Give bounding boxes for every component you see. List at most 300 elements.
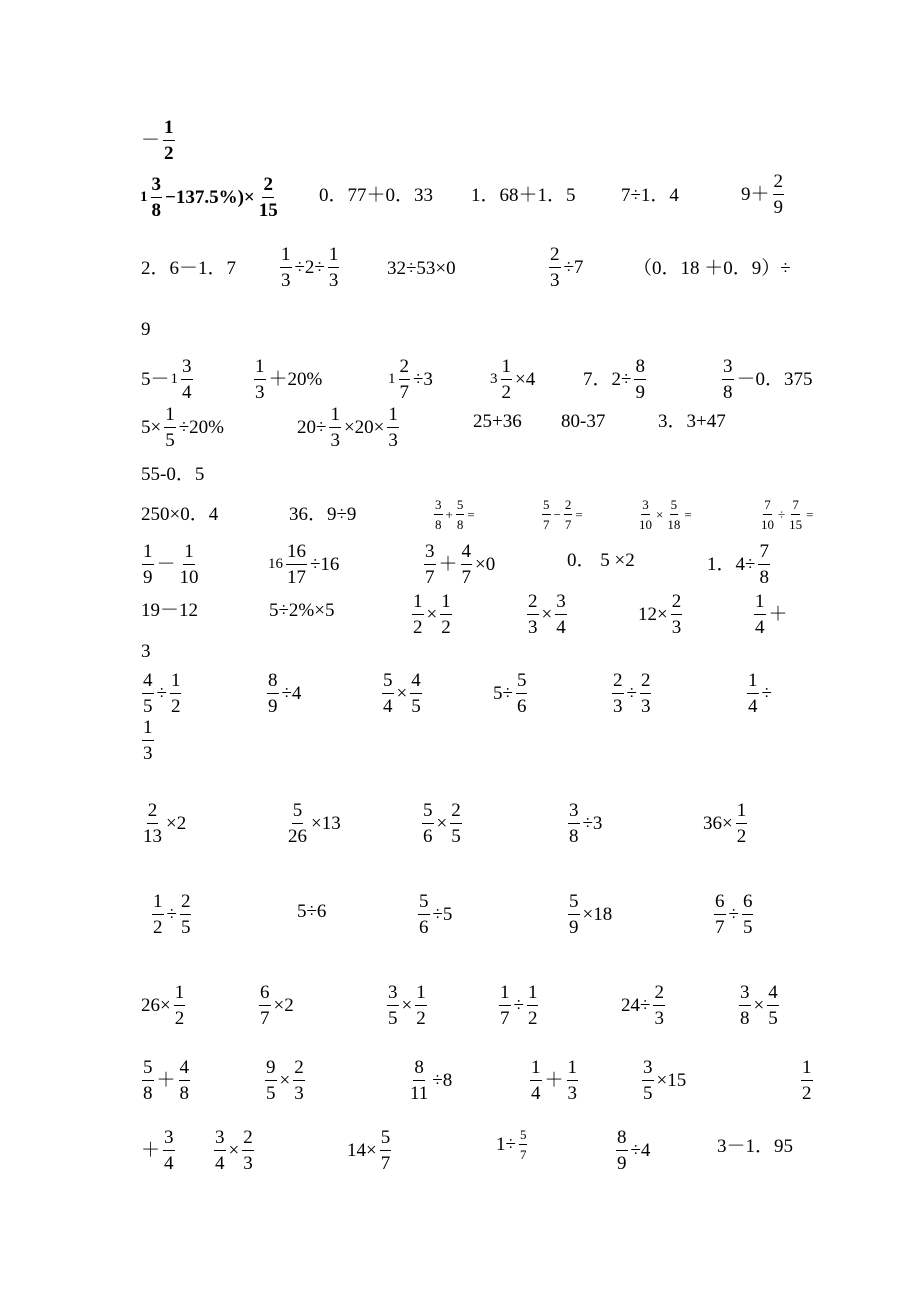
fraction-numerator: 2 (653, 983, 665, 1006)
expression-row2d (620, 186, 680, 205)
mixed-number-whole: 1 (170, 371, 179, 388)
fraction-numerator: 8 (616, 1128, 628, 1151)
fraction (412, 592, 424, 638)
fraction-denominator: 6 (419, 916, 429, 938)
fraction-numerator: 5 (516, 671, 528, 694)
expression-operator: ÷8 (432, 1070, 453, 1092)
fraction (568, 801, 580, 847)
expression-operator: 55-0．5 (141, 464, 205, 485)
fraction (142, 801, 163, 847)
fraction-numerator: 3 (214, 1128, 226, 1151)
expression-row18e (614, 1128, 651, 1174)
fraction (286, 542, 307, 588)
fraction-numerator: 5 (519, 1128, 528, 1145)
expression-row7 (140, 465, 205, 484)
fraction (174, 983, 186, 1029)
expression-row10c (410, 592, 454, 638)
expression-row16b (257, 983, 295, 1029)
fraction (653, 983, 665, 1029)
fraction-numerator: 5 (568, 892, 580, 915)
fraction-denominator: 5 (388, 1007, 398, 1029)
expression-operator: ＋ (768, 604, 788, 626)
expression-operator: ÷ (778, 507, 786, 523)
fraction-denominator: 8 (740, 1007, 750, 1029)
fraction-denominator: 2 (164, 142, 174, 164)
fraction-numerator: 4 (410, 671, 422, 694)
expression-operator: 25+36 (473, 411, 522, 432)
expression-operator: 5÷2%×5 (269, 600, 335, 621)
fraction-denominator: 4 (164, 1152, 174, 1174)
fraction-denominator: 7 (425, 566, 435, 588)
fraction (409, 1058, 429, 1104)
fraction (181, 357, 193, 403)
expression-row6e (657, 412, 727, 431)
fraction-numerator: 3 (181, 357, 193, 380)
expression-row18d (495, 1128, 529, 1161)
fraction-denominator: 7 (380, 1152, 391, 1174)
fraction-denominator: 2 (441, 616, 451, 638)
fraction-numerator: 3 (739, 983, 751, 1006)
fraction-numerator: 1 (280, 245, 292, 268)
expression-row4 (140, 320, 152, 339)
fraction-denominator: 2 (802, 1082, 812, 1104)
expression-operator: －0．375 (736, 369, 813, 391)
expression-operator: 36．9÷9 (289, 504, 357, 525)
fraction-numerator: 2 (180, 892, 192, 915)
fraction (142, 542, 154, 588)
fraction-denominator: 4 (182, 381, 192, 403)
fraction-numerator: 1 (412, 592, 424, 615)
fraction (422, 801, 434, 847)
fraction-denominator: 15 (258, 199, 278, 221)
expression-operator: × (279, 1070, 291, 1092)
fraction (179, 542, 200, 588)
expression-row1 (140, 118, 177, 164)
fraction-denominator: 4 (748, 695, 758, 717)
fraction-numerator: 5 (142, 1058, 154, 1081)
fraction-denominator: 2 (501, 381, 511, 403)
expression-operator: ÷7 (563, 257, 584, 279)
expression-operator: ＋ (156, 1070, 176, 1092)
expression-operator: 19－12 (141, 600, 199, 621)
expression-row18b (212, 1128, 256, 1174)
fraction (293, 1058, 305, 1104)
fraction (788, 498, 803, 531)
expression-row13 (140, 718, 156, 764)
expression-operator: 0．77＋0．33 (319, 185, 434, 206)
fraction-numerator: 1 (183, 542, 195, 565)
fraction-numerator: 8 (267, 671, 279, 694)
fraction-denominator: 8 (435, 516, 442, 532)
fraction-numerator: 1 (142, 718, 154, 741)
fraction-numerator: 3 (163, 1128, 175, 1151)
fraction-denominator: 5 (643, 1082, 653, 1104)
fraction-numerator: 6 (259, 983, 271, 1006)
expression-operator: （0．18 ＋0．9）÷ (633, 258, 791, 279)
expression-operator: 3 (141, 641, 151, 662)
fraction-denominator: 13 (143, 825, 162, 847)
expression-row9d (566, 551, 636, 570)
fraction-denominator: 3 (330, 429, 340, 451)
fraction-denominator: 5 (266, 1082, 276, 1104)
fraction (722, 357, 734, 403)
fraction-numerator: 5 (456, 498, 465, 515)
fraction (258, 175, 279, 221)
fraction-numerator: 1 (801, 1058, 813, 1081)
fraction-denominator: 8 (179, 1082, 190, 1104)
expression-operator: = (806, 507, 814, 523)
fraction-denominator: 5 (180, 916, 191, 938)
expression-row3d (547, 245, 584, 291)
expression-operator: + (445, 507, 453, 523)
expression-row17e (640, 1058, 687, 1104)
expression-operator: 1．4÷ (707, 554, 756, 576)
fraction-numerator: 4 (142, 671, 154, 694)
fraction-denominator: 15 (789, 516, 803, 532)
fraction-numerator: 2 (549, 245, 561, 268)
mixed-number (388, 357, 412, 403)
fraction-denominator: 2 (416, 1007, 426, 1029)
expression-row8c (432, 498, 476, 531)
expression-row3c (386, 259, 457, 278)
expression-row16c (385, 983, 429, 1029)
expression-row5b (252, 357, 323, 403)
fraction-denominator: 9 (635, 381, 645, 403)
fraction (767, 983, 779, 1029)
fraction (456, 498, 465, 531)
fraction-denominator: 4 (215, 1152, 225, 1174)
fraction-denominator: 2 (174, 1007, 185, 1029)
fraction (568, 892, 580, 938)
fraction-denominator: 4 (383, 695, 393, 717)
fraction (265, 1058, 277, 1104)
fraction-denominator: 3 (255, 381, 265, 403)
fraction (163, 118, 175, 164)
fraction (151, 175, 163, 221)
fraction-numerator: 1 (387, 405, 399, 428)
expression-operator: ÷ (156, 683, 167, 705)
mixed-number (268, 542, 309, 588)
expression-operator: 3．3+47 (658, 411, 726, 432)
fraction (671, 592, 683, 638)
fraction-denominator: 11 (410, 1082, 429, 1104)
fraction-numerator: 6 (742, 892, 754, 915)
mixed-number-whole: 1 (388, 371, 396, 388)
fraction (634, 357, 646, 403)
fraction-denominator: 8 (456, 516, 464, 532)
fraction-denominator: 3 (654, 1007, 664, 1029)
fraction (739, 983, 751, 1029)
fraction-numerator: 1 (163, 118, 175, 141)
expression-row8d (540, 498, 584, 531)
fraction-numerator: 1 (142, 542, 154, 565)
fraction (527, 983, 539, 1029)
fraction-denominator: 2 (170, 695, 181, 717)
expression-row17f (799, 1058, 815, 1104)
fraction-numerator: 3 (555, 592, 567, 615)
expression-operator: ÷ (513, 995, 524, 1017)
fraction-denominator: 5 (143, 695, 153, 717)
fraction-denominator: 18 (667, 516, 681, 532)
expression-operator: 9＋ (741, 184, 770, 206)
fraction-numerator: 2 (612, 671, 624, 694)
expression-row6d (560, 412, 606, 431)
fraction-denominator: 5 (742, 916, 753, 938)
fraction-numerator: 8 (413, 1058, 425, 1081)
fraction-numerator: 4 (767, 983, 779, 1006)
fraction-numerator: 1 (747, 671, 759, 694)
expression-row10f (752, 592, 789, 638)
expression-row15c (416, 892, 453, 938)
fraction (387, 983, 399, 1029)
mixed-number (140, 175, 164, 221)
fraction (530, 1058, 542, 1104)
expression-row14a (140, 801, 187, 847)
fraction (612, 671, 624, 717)
expression-row15b (296, 902, 327, 921)
expression-row17c (407, 1058, 453, 1104)
fraction (142, 1058, 154, 1104)
expression-operator: ÷3 (582, 813, 603, 835)
fraction-numerator: 1 (567, 1058, 579, 1081)
fraction (801, 1058, 813, 1104)
expression-operator: 26× (141, 995, 171, 1017)
fraction (382, 671, 394, 717)
fraction-numerator: 3 (568, 801, 580, 824)
fraction-denominator: 5 (411, 695, 421, 717)
fraction (516, 671, 528, 717)
fraction-numerator: 3 (424, 542, 436, 565)
expression-operator: ＋ (544, 1070, 564, 1092)
fraction (259, 983, 271, 1029)
fraction (527, 592, 539, 638)
expression-row12b (265, 671, 302, 717)
fraction-denominator: 4 (755, 616, 765, 638)
expression-row2e (740, 172, 786, 218)
expression-operator: 7÷1．4 (621, 185, 679, 206)
expression-operator: 9 (141, 319, 151, 340)
expression-row8f (758, 498, 814, 531)
fraction-denominator: 3 (528, 616, 538, 638)
fraction-denominator: 3 (550, 269, 560, 291)
expression-operator: 5÷ (493, 683, 513, 705)
fraction (616, 1128, 628, 1174)
fraction-numerator: 2 (671, 592, 683, 615)
fraction-denominator: 4 (556, 616, 566, 638)
fraction-denominator: 3 (143, 742, 153, 764)
fraction-numerator: 1 (499, 983, 511, 1006)
expression-operator: ×2 (166, 813, 187, 835)
fraction-numerator: 2 (527, 592, 539, 615)
fraction-denominator: 3 (567, 1082, 578, 1104)
fraction (754, 592, 766, 638)
fraction-denominator: 2 (736, 825, 747, 847)
fraction-denominator: 9 (617, 1152, 627, 1174)
expression-row17b (263, 1058, 307, 1104)
fraction (638, 498, 653, 531)
expression-operator: ×0 (475, 554, 496, 576)
expression-operator: － (141, 130, 161, 152)
fraction-denominator: 7 (399, 381, 409, 403)
fraction-numerator: 6 (714, 892, 726, 915)
expression-operator: 80-37 (561, 411, 606, 432)
fraction (758, 542, 770, 588)
fraction-numerator: 2 (262, 175, 274, 198)
fraction-numerator: 7 (791, 498, 800, 515)
fraction (666, 498, 681, 531)
expression-row8a (140, 505, 219, 524)
expression-operator: ＋20% (268, 369, 323, 391)
fraction-denominator: 7 (543, 516, 550, 532)
fraction-numerator: 2 (242, 1128, 254, 1151)
expression-row12c (380, 671, 424, 717)
expression-operator: 2．6－1．7 (141, 258, 237, 279)
expression-row12d (492, 671, 529, 717)
expression-row16e (620, 983, 667, 1029)
fraction-denominator: 7 (260, 1007, 270, 1029)
expression-operator: 36× (703, 813, 733, 835)
expression-row12e (610, 671, 653, 717)
fraction-numerator: 3 (387, 983, 399, 1006)
fraction (567, 1058, 579, 1104)
expression-row3e (632, 259, 792, 278)
expression-row5e (582, 357, 648, 403)
expression-operator: 1．68＋1．5 (471, 185, 576, 206)
fraction-denominator: 3 (613, 695, 623, 717)
expression-row9a (140, 542, 202, 588)
fraction-numerator: 5 (382, 671, 394, 694)
fraction-denominator: 9 (143, 566, 153, 588)
fraction (399, 357, 411, 403)
expression-row6a (140, 405, 225, 451)
expression-row2a (140, 175, 281, 221)
expression-operator: ÷16 (310, 554, 340, 576)
fraction (170, 671, 182, 717)
expression-row6b (296, 405, 401, 451)
expression-operator: ÷ (626, 683, 637, 705)
expression-row2c (470, 186, 577, 205)
fraction-numerator: 2 (293, 1058, 305, 1081)
fraction-denominator: 3 (328, 269, 339, 291)
expression-row14e (702, 801, 749, 847)
fraction (714, 892, 726, 938)
expression-operator: 5－ (141, 369, 170, 391)
fraction (555, 592, 567, 638)
fraction-denominator: 10 (639, 516, 652, 532)
expression-row9e (706, 542, 772, 588)
expression-operator: = (575, 507, 583, 523)
fraction-numerator: 3 (434, 498, 443, 515)
expression-operator: 0． 5 ×2 (567, 550, 635, 571)
fraction (549, 245, 561, 291)
fraction (287, 801, 308, 847)
fraction-denominator: 9 (569, 916, 579, 938)
mixed-number-whole: 3 (490, 371, 498, 388)
fraction (328, 245, 340, 291)
fraction-numerator: 3 (641, 498, 650, 515)
fraction-denominator: 5 (451, 825, 461, 847)
fraction-denominator: 7 (500, 1007, 510, 1029)
fraction (499, 983, 511, 1029)
expression-operator: −137.5%)× (165, 187, 255, 209)
fraction-numerator: 1 (754, 592, 766, 615)
expression-operator: 32÷53×0 (387, 258, 456, 279)
expression-operator: 20÷ (297, 417, 327, 439)
fraction-denominator: 7 (519, 1146, 527, 1162)
expression-operator: ÷ (166, 904, 177, 926)
fraction (640, 671, 652, 717)
fraction-denominator: 8 (143, 1082, 153, 1104)
expression-operator: = (684, 507, 692, 523)
fraction-denominator: 2 (153, 916, 163, 938)
expression-operator: ＋ (141, 1140, 161, 1162)
fraction (380, 1128, 392, 1174)
fraction-denominator: 6 (423, 825, 433, 847)
expression-operator: × (753, 995, 765, 1017)
fraction-denominator: 3 (281, 269, 291, 291)
expression-row17d (528, 1058, 580, 1104)
fraction-numerator: 5 (422, 801, 434, 824)
expression-operator: ×13 (311, 813, 341, 835)
fraction-denominator: 7 (564, 516, 572, 532)
fraction-numerator: 1 (254, 357, 266, 380)
expression-row12a (140, 671, 183, 717)
fraction-numerator: 5 (670, 498, 679, 515)
expression-operator: = (467, 507, 475, 523)
expression-operator: 24÷ (621, 995, 651, 1017)
expression-operator: ÷ (761, 683, 772, 705)
expression-row16d (497, 983, 540, 1029)
expression-row15e (712, 892, 755, 938)
fraction (742, 892, 754, 938)
fraction (424, 542, 436, 588)
expression-operator: ÷3 (413, 369, 433, 391)
fraction (242, 1128, 254, 1174)
expression-row9b (268, 542, 340, 588)
expression-operator: 14× (347, 1140, 377, 1162)
expression-operator: × (656, 507, 664, 523)
fraction (501, 357, 513, 403)
expression-operator: × (436, 813, 448, 835)
expression-operator: ×15 (656, 1070, 687, 1092)
expression-operator: ÷4 (630, 1140, 651, 1162)
expression-row11 (140, 642, 152, 661)
expression-operator: 5× (141, 417, 162, 439)
expression-operator: ÷5 (432, 904, 453, 926)
expression-operator: 1÷ (496, 1134, 516, 1156)
fraction-numerator: 3 (642, 1058, 654, 1081)
fraction (179, 1058, 191, 1104)
fraction (542, 498, 551, 531)
fraction (564, 498, 573, 531)
mixed-number (171, 357, 195, 403)
fraction-numerator: 2 (399, 357, 411, 380)
fraction-numerator: 1 (501, 357, 513, 380)
fraction-denominator: 10 (179, 566, 199, 588)
fraction-numerator: 1 (164, 405, 176, 428)
fraction-denominator: 17 (287, 566, 306, 588)
fraction-denominator: 26 (288, 825, 307, 847)
fraction (440, 592, 452, 638)
fraction-denominator: 7 (461, 566, 472, 588)
mixed-number (490, 357, 514, 403)
expression-operator: 7．2÷ (583, 369, 632, 391)
fraction (163, 1128, 175, 1174)
fraction-denominator: 2 (413, 616, 423, 638)
fraction-denominator: 6 (516, 695, 527, 717)
fraction-numerator: 5 (292, 801, 304, 824)
expression-row16f (737, 983, 781, 1029)
